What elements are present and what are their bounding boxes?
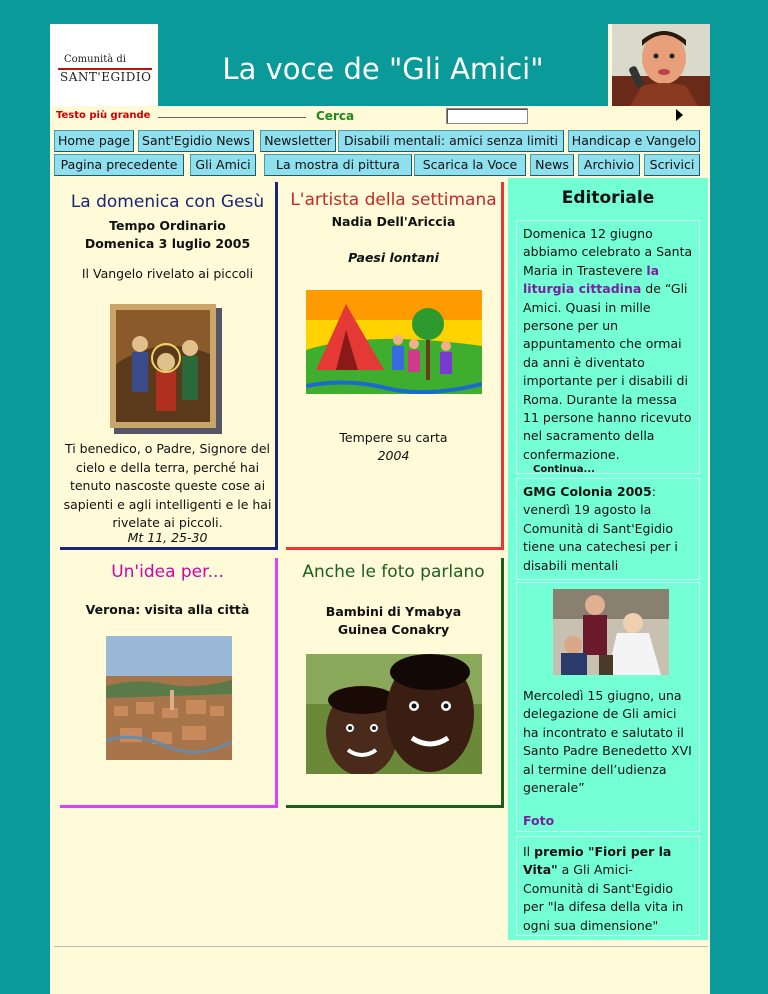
foto-card xyxy=(286,558,504,808)
artista-technique: Tempere su carta xyxy=(339,430,448,445)
children-photo[interactable] xyxy=(306,654,482,774)
nav-scrivici[interactable]: Scrivici xyxy=(644,154,700,176)
pope-text: Mercoledì 15 giugno, una delegazione de Gli amici ha incontrato e salutato il Santo Padre Benedetto XVI al termine dell’udienza generale” xyxy=(523,688,692,796)
domenica-title[interactable]: La domenica con Gesù xyxy=(70,192,265,212)
nav-disabili-mentali[interactable]: Disabili mentali: amici senza limiti xyxy=(338,130,564,152)
nav-archivio[interactable]: Archivio xyxy=(578,154,640,176)
premio-paragraph xyxy=(517,837,699,935)
premio-box xyxy=(516,836,700,936)
gmg-paragraph xyxy=(517,479,699,575)
toolbar-divider xyxy=(158,117,306,118)
logo-big-text: SANT'EGIDIO xyxy=(60,70,152,84)
bigger-text-link[interactable]: Testo più grande xyxy=(56,110,151,121)
artista-card xyxy=(286,182,504,550)
artista-title[interactable]: L'artista della settimana xyxy=(290,190,497,210)
icon-painting-image[interactable] xyxy=(110,304,222,434)
nav-handicap-vangelo[interactable]: Handicap e Vangelo xyxy=(568,130,700,152)
painting-image[interactable] xyxy=(306,290,482,394)
domenica-line3: Il Vangelo rivelato ai piccoli xyxy=(81,266,254,281)
editoriale-paragraph xyxy=(517,221,699,464)
editoriale-column xyxy=(508,178,708,940)
gmg-bold[interactable]: GMG Colonia 2005 xyxy=(523,484,652,499)
nav-santegidio-news[interactable]: Sant'Egidio News xyxy=(138,130,254,152)
premio-bold[interactable]: premio "Fiori per la Vita" xyxy=(523,844,672,878)
editoriale-text-a: Domenica 12 giugno abbiamo celebrato a Santa Maria in Trastevere xyxy=(523,226,693,278)
foto-line1: Bambini di Ymabya xyxy=(325,604,462,619)
foto-title[interactable]: Anche le foto parlano xyxy=(302,562,485,582)
premio-text-b: a Gli Amici-Comunità di Sant'Egidio per "la difesa della vita in ogni sua dimensione" xyxy=(523,862,684,933)
nav-pagina-precedente[interactable]: Pagina precedente xyxy=(54,154,184,176)
logo-small-text: Comunità di xyxy=(64,54,126,65)
continua-link[interactable]: Continua... xyxy=(533,464,595,476)
idea-subtitle: Verona: visita alla città xyxy=(85,602,250,617)
nav-scarica-voce[interactable]: Scarica la Voce xyxy=(414,154,526,176)
header-banner xyxy=(158,24,608,106)
idea-title[interactable]: Un'idea per... xyxy=(111,562,224,582)
artista-year: 2004 xyxy=(377,448,410,463)
domenica-ref: Mt 11, 25-30 xyxy=(127,530,208,545)
left-margin xyxy=(0,0,20,994)
editoriale-main-box xyxy=(516,220,700,474)
nav-newsletter[interactable]: Newsletter xyxy=(260,130,336,152)
footer-divider xyxy=(54,946,708,947)
gmg-text: : venerdì 19 agosto la Comunità di Sant'Egidio tiene una catechesi per i disabili mentali xyxy=(523,484,678,573)
domenica-line1: Tempo Ordinario xyxy=(109,218,226,233)
foto-line2: Guinea Conakry xyxy=(337,622,450,637)
nav-mostra-pittura[interactable]: La mostra di pittura xyxy=(264,154,412,176)
domenica-quote: Ti benedico, o Padre, Signore del cielo e della terra, perché hai tenuto nascoste queste cose ai sapienti e agli intelligenti e le hai rivelate ai piccoli. xyxy=(63,441,272,531)
page-title: La voce de "Gli Amici" xyxy=(222,52,544,86)
verona-image[interactable] xyxy=(106,636,232,760)
idea-card xyxy=(60,558,278,808)
pope-photo[interactable] xyxy=(553,589,669,675)
search-input[interactable] xyxy=(446,108,528,124)
liturgia-link[interactable]: la liturgia cittadina xyxy=(523,262,660,297)
foto-link[interactable]: Foto xyxy=(523,813,555,828)
domenica-card xyxy=(60,182,278,550)
nav-gli-amici[interactable]: Gli Amici xyxy=(190,154,256,176)
pope-box xyxy=(516,582,700,832)
nav-news[interactable]: News xyxy=(530,154,574,176)
right-margin xyxy=(744,0,768,994)
artista-name: Nadia Dell'Ariccia xyxy=(331,214,456,229)
editoriale-text-b: de “Gli Amici. Quasi in mille persone per un appuntamento che ormai da anni è diventato importante per i disabili di Roma. Durante la messa 11 persone hanno ricevuto nel sacramento della confermazione. xyxy=(523,281,692,462)
nav-home-page[interactable]: Home page xyxy=(54,130,134,152)
santegidio-logo[interactable] xyxy=(50,24,158,106)
header-photo xyxy=(612,24,710,106)
editoriale-title: Editoriale xyxy=(561,188,655,208)
domenica-line2: Domenica 3 luglio 2005 xyxy=(84,236,251,251)
search-label: Cerca xyxy=(316,109,355,123)
premio-text-a: Il xyxy=(523,844,535,859)
artista-work: Paesi lontani xyxy=(348,250,439,265)
gmg-box xyxy=(516,478,700,580)
search-go-arrow-icon[interactable] xyxy=(676,109,683,121)
